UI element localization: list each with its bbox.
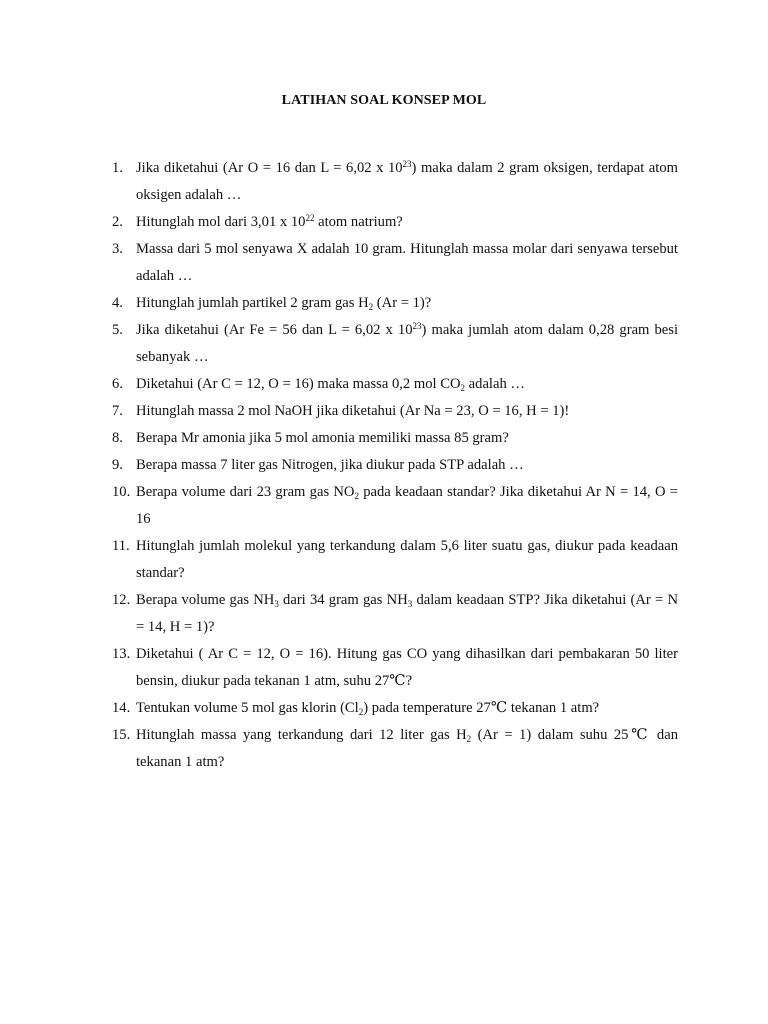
question-number: 11. bbox=[112, 538, 130, 554]
subscript: 2 bbox=[460, 383, 466, 393]
question-text: Berapa massa 7 liter gas Nitrogen, jika diukur pada STP adalah … bbox=[136, 457, 524, 473]
question-text: pada keadaan standar? Jika diketahui Ar N = 14, O = 16 bbox=[136, 484, 678, 527]
question-item bbox=[112, 398, 678, 425]
subscript: 2 bbox=[466, 734, 472, 744]
subscript: 3 bbox=[274, 599, 279, 609]
question-number: 13. bbox=[112, 646, 131, 662]
question-text: Berapa volume gas NH bbox=[136, 592, 275, 608]
question-item bbox=[112, 317, 678, 371]
question-item bbox=[112, 695, 678, 722]
question-number: 5. bbox=[112, 322, 123, 338]
question-text: adalah … bbox=[465, 376, 525, 392]
question-text: atom natrium? bbox=[314, 214, 403, 230]
question-text: Hitunglah mol dari 3,01 x 10 bbox=[136, 214, 306, 230]
question-text: (Ar = 1) dalam suhu 25℃ dan tekanan 1 atm? bbox=[136, 727, 678, 770]
subscript: 2 bbox=[358, 707, 364, 717]
question-item bbox=[112, 479, 678, 533]
question-text: Hitunglah jumlah molekul yang terkandung dalam 5,6 liter suatu gas, diukur pada keadaan standar? bbox=[136, 538, 678, 581]
question-item bbox=[112, 290, 678, 317]
question-text: Hitunglah massa 2 mol NaOH jika diketahui (Ar Na = 23, O = 16, H = 1)! bbox=[136, 403, 570, 419]
question-text: Jika diketahui (Ar Fe = 56 dan L = 6,02 x 10 bbox=[136, 322, 413, 338]
subscript: 3 bbox=[407, 599, 413, 609]
question-list bbox=[112, 155, 678, 776]
question-item bbox=[112, 533, 678, 587]
question-number: 14. bbox=[112, 700, 131, 716]
question-item bbox=[112, 236, 678, 290]
question-text: dari 34 gram gas NH bbox=[278, 592, 408, 608]
question-text: Massa dari 5 mol senyawa X adalah 10 gram. Hitunglah massa molar dari senyawa tersebut adalah … bbox=[136, 241, 678, 284]
question-text: Jika diketahui (Ar O = 16 dan L = 6,02 x 10 bbox=[136, 160, 403, 176]
question-item bbox=[112, 371, 678, 398]
superscript: 23 bbox=[412, 321, 422, 331]
question-text: Hitunglah massa yang terkandung dari 12 liter gas H bbox=[136, 727, 467, 743]
question-text: Diketahui ( Ar C = 12, O = 16). Hitung gas CO yang dihasilkan dari pembakaran 50 liter bensin, diukur pada tekanan 1 atm, suhu 27℃? bbox=[136, 646, 678, 689]
question-item bbox=[112, 155, 678, 209]
subscript: 2 bbox=[354, 491, 359, 501]
question-text: Diketahui (Ar C = 12, O = 16) maka massa 0,2 mol CO bbox=[136, 376, 461, 392]
question-text: Berapa Mr amonia jika 5 mol amonia memiliki massa 85 gram? bbox=[136, 430, 509, 446]
question-number: 10. bbox=[112, 484, 131, 500]
question-text: ) pada temperature 27℃ tekanan 1 atm? bbox=[363, 700, 600, 716]
question-item bbox=[112, 587, 678, 641]
question-text: Berapa volume dari 23 gram gas NO bbox=[136, 484, 355, 500]
document-title: LATIHAN SOAL KONSEP MOL bbox=[281, 93, 487, 108]
question-number: 15. bbox=[112, 727, 131, 743]
question-number: 12. bbox=[112, 592, 131, 608]
question-text: dalam keadaan STP? Jika diketahui (Ar = N = 14, H = 1)? bbox=[136, 592, 678, 635]
question-text: Hitunglah jumlah partikel 2 gram gas H bbox=[136, 295, 369, 311]
subscript: 2 bbox=[368, 302, 374, 312]
question-text: (Ar = 1)? bbox=[373, 295, 432, 311]
question-item bbox=[112, 452, 678, 479]
question-number: 8. bbox=[112, 430, 123, 446]
question-item bbox=[112, 209, 678, 236]
question-item bbox=[112, 425, 678, 452]
question-number: 6. bbox=[112, 376, 123, 392]
question-number: 4. bbox=[112, 295, 123, 311]
question-text: ) maka jumlah atom dalam 0,28 gram besi sebanyak … bbox=[136, 322, 678, 365]
question-item bbox=[112, 722, 678, 776]
question-item bbox=[112, 641, 678, 695]
question-text: Tentukan volume 5 mol gas klorin (Cl bbox=[136, 700, 359, 716]
question-number: 1. bbox=[112, 160, 123, 176]
question-text: ) maka dalam 2 gram oksigen, terdapat atom oksigen adalah … bbox=[136, 160, 678, 203]
question-number: 2. bbox=[112, 214, 123, 230]
question-number: 7. bbox=[112, 403, 123, 419]
superscript: 22 bbox=[305, 213, 315, 223]
question-number: 3. bbox=[112, 241, 123, 257]
question-number: 9. bbox=[112, 457, 123, 473]
superscript: 23 bbox=[402, 159, 412, 169]
